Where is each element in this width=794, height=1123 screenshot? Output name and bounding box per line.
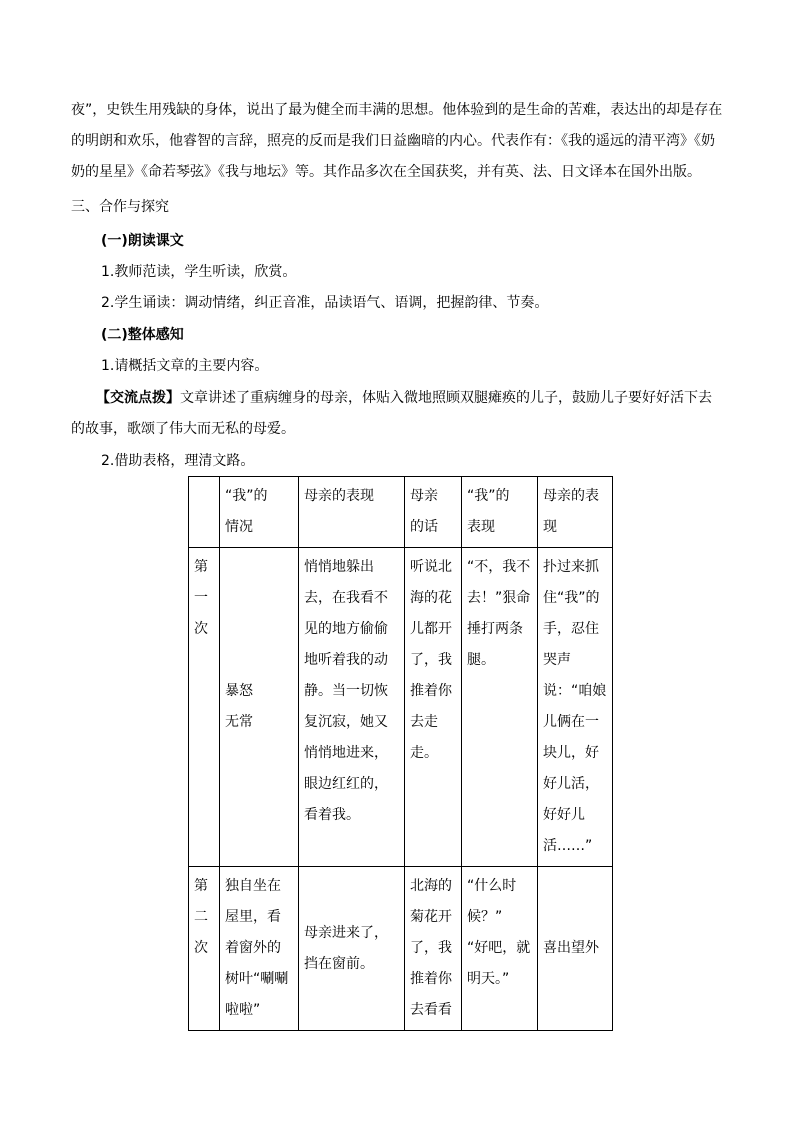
- cell-my-behavior: “什么时候？” “好吧，就明天。”: [462, 867, 538, 1031]
- header-cell-my-situation: “我”的 情况: [220, 477, 299, 548]
- item-1-2: 2.学生诵读：调动情绪，纠正音准，品读语气、语调，把握韵律、节奏。: [101, 295, 549, 311]
- pointer-paragraph-line-2: 的故事，歌颂了伟大而无私的母爱。: [71, 421, 295, 437]
- row-label: 第 一 次: [189, 548, 220, 867]
- section-3-title: 三、合作与探究: [71, 199, 169, 215]
- plot-table: [188, 476, 613, 1031]
- table-row: [189, 867, 613, 1031]
- header-cell-mother-reaction: 母亲的表 现: [538, 477, 613, 548]
- header-cell-empty: [189, 477, 220, 548]
- cell-my-situation: 暴怒 无常: [220, 548, 299, 867]
- subsection-2-title: (二)整体感知: [101, 327, 184, 343]
- pointer-label: 【交流点拨】: [96, 390, 180, 406]
- pointer-text: 文章讲述了重病缠身的母亲，体贴入微地照顾双腿瘫痪的儿子，鼓励儿子要好好活下去: [180, 390, 712, 406]
- cell-mother-words: 听说北海的花儿都开了，我推着你去走走。: [405, 548, 462, 867]
- intro-line-3: 奶的星星》《命若琴弦》《我与地坛》等。其作品多次在全国获奖，并有英、法、日文译本在国外出版。: [71, 164, 701, 180]
- item-2-1: 1.请概括文章的主要内容。: [101, 358, 269, 374]
- cell-mother-words: 北海的菊花开了，我推着你去看看: [405, 867, 462, 1031]
- item-1-1: 1.教师范读，学生听读，欣赏。: [101, 264, 297, 280]
- cell-my-behavior: “不，我不去！”狠命捶打两条腿。: [462, 548, 538, 867]
- cell-mother-reaction: 扑过来抓住“我”的手，忍住哭声说：“咱娘儿俩在一块儿，好好儿活，好好儿活……”: [538, 548, 613, 867]
- cell-mother-behavior: 母亲进来了，挡在窗前。: [299, 867, 405, 1031]
- header-cell-mother-behavior: 母亲的表现: [299, 477, 405, 548]
- item-2-2: 2.借助表格，理清文路。: [101, 453, 255, 469]
- pointer-paragraph-line-1: [96, 388, 712, 408]
- subsection-1-title: (一)朗读课文: [101, 233, 184, 249]
- header-cell-my-behavior: “我”的 表现: [462, 477, 538, 548]
- intro-line-1: 夜”，史铁生用残缺的身体，说出了最为健全而丰满的思想。他体验到的是生命的苦难，表达出的却是存在: [71, 102, 723, 118]
- cell-mother-reaction: 喜出望外: [538, 867, 613, 1031]
- table-header-row: [189, 477, 613, 548]
- table-row: [189, 548, 613, 867]
- row-label: 第 二 次: [189, 867, 220, 1031]
- cell-my-situation: 独自坐在屋里，看着窗外的树叶“唰唰啦啦”: [220, 867, 299, 1031]
- header-cell-mother-words: 母亲 的话: [405, 477, 462, 548]
- cell-mother-behavior: 悄悄地躲出去，在我看不见的地方偷偷地听着我的动静。当一切恢复沉寂，她又悄悄地进来，眼边红红的，看着我。: [299, 548, 405, 867]
- intro-line-2: 的明朗和欢乐，他睿智的言辞，照亮的反而是我们日益幽暗的内心。代表作有：《我的遥远的清平湾》《奶: [71, 133, 715, 149]
